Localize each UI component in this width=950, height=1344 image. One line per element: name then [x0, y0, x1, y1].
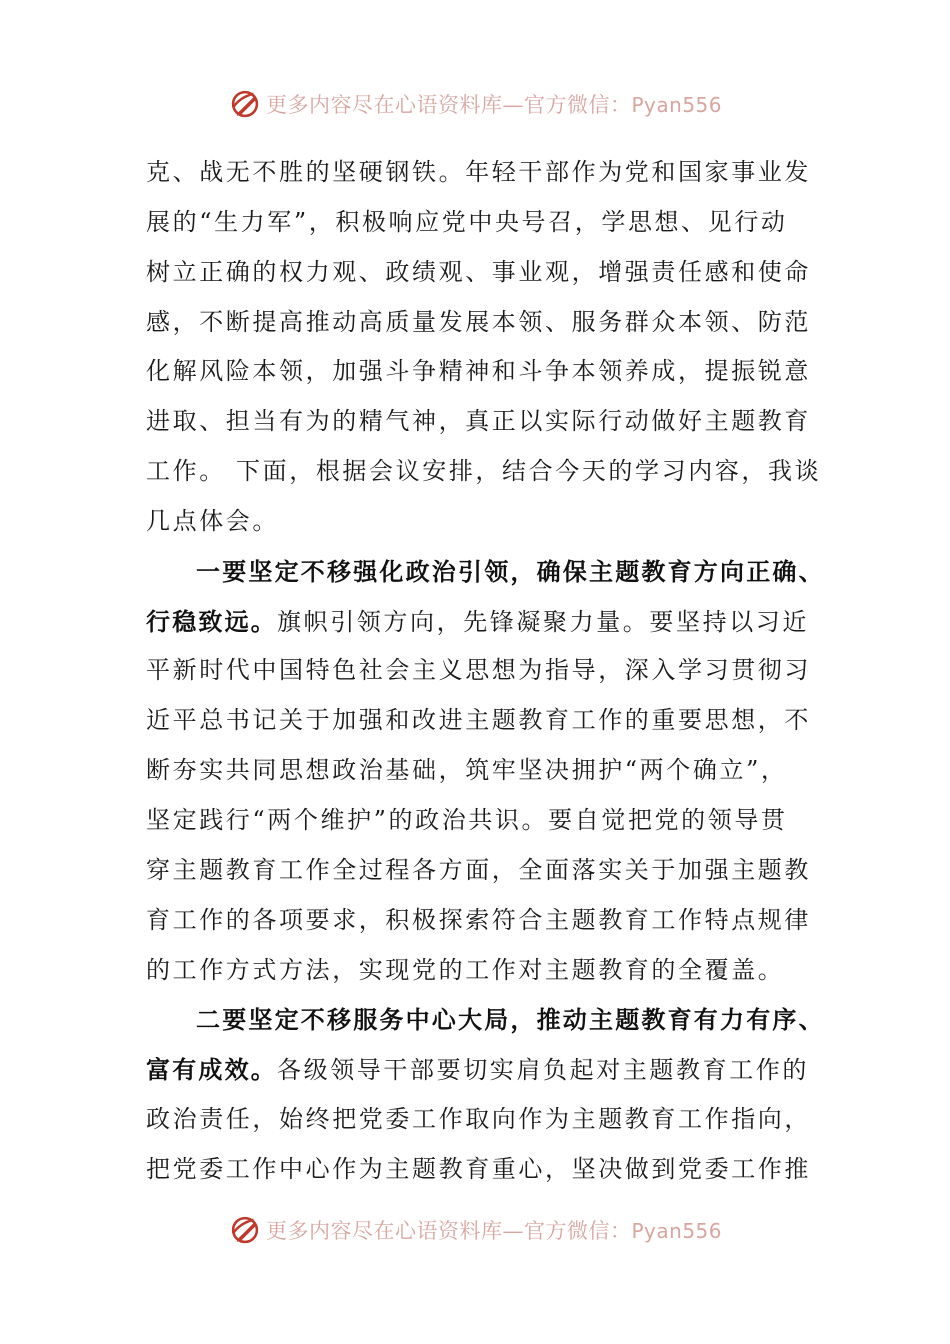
text-line: 穿主题教育工作全过程各方面，全面落实关于加强主题教	[146, 855, 811, 884]
text-line: 感，不断提高推动高质量发展本领、服务群众本领、防范	[146, 307, 811, 336]
text-line: 几点体会。	[146, 506, 279, 535]
heading-text: 二要坚定不移服务中心大局，推动主题教育有力有序、	[196, 1005, 825, 1035]
text-line: 断夯实共同思想政治基础，筑牢坚决拥护“两个确立”，	[146, 756, 788, 785]
banner-text: 更多内容尽在心语资料库—官方微信：Pyan556	[265, 1219, 722, 1243]
text-line	[146, 1045, 811, 1095]
text-line: 坚定践行“两个维护”的政治共识。要自觉把党的领导贯	[146, 805, 788, 834]
footer-banner	[0, 1210, 950, 1250]
text-line: 近平总书记关于加强和改进主题教育工作的重要思想，不	[146, 706, 811, 735]
text-line: 政治责任，始终把党委工作取向作为主题教育工作指向，	[146, 1105, 811, 1134]
text-line: 树立正确的权力观、政绩观、事业观，增强责任感和使命	[146, 257, 811, 286]
section-heading-2	[146, 995, 825, 1045]
heading-text: 一要坚定不移强化政治引领，确保主题教育方向正确、	[196, 556, 825, 586]
wechat-id: Pyan556	[631, 1219, 722, 1243]
text-line: 克、战无不胜的坚硬钢铁。年轻干部作为党和国家事业发	[146, 158, 811, 186]
text-line: 进取、担当有为的精气神，真正以实际行动做好主题教育	[146, 407, 811, 436]
text-line: 把党委工作中心作为主题教育重心，坚决做到党委工作推	[146, 1154, 811, 1183]
text-span: 各级领导干部要切实肩负起对主题教育工作的	[277, 1056, 809, 1085]
text-line: 的工作方式方法，实现党的工作对主题教育的全覆盖。	[146, 955, 785, 984]
section-heading-1	[146, 547, 825, 597]
document-body	[146, 148, 825, 1195]
text-line: 展的“生力军”，积极响应党中央号召，学思想、见行动	[146, 207, 788, 236]
pen-logo-icon	[228, 87, 262, 121]
text-line: 育工作的各项要求，积极探索符合主题教育工作特点规律	[146, 905, 811, 934]
heading-text: 行稳致远。	[146, 606, 277, 636]
banner-text: 更多内容尽在心语资料库—官方微信：Pyan556	[265, 93, 722, 117]
text-span: 旗帜引领方向，先锋凝聚力量。要坚持以习近	[277, 607, 809, 636]
text-line: 平新时代中国特色社会主义思想为指导，深入学习贯彻习	[146, 656, 811, 685]
heading-text: 富有成效。	[146, 1055, 277, 1085]
text-line: 化解风险本领，加强斗争精神和斗争本领养成，提振锐意	[146, 357, 811, 386]
header-banner	[0, 84, 950, 124]
text-line	[146, 597, 811, 647]
text-line: 工作。 下面，根据会议安排，结合今天的学习内容，我谈	[146, 457, 822, 486]
pen-logo-icon	[228, 1213, 262, 1247]
wechat-id: Pyan556	[631, 93, 722, 117]
